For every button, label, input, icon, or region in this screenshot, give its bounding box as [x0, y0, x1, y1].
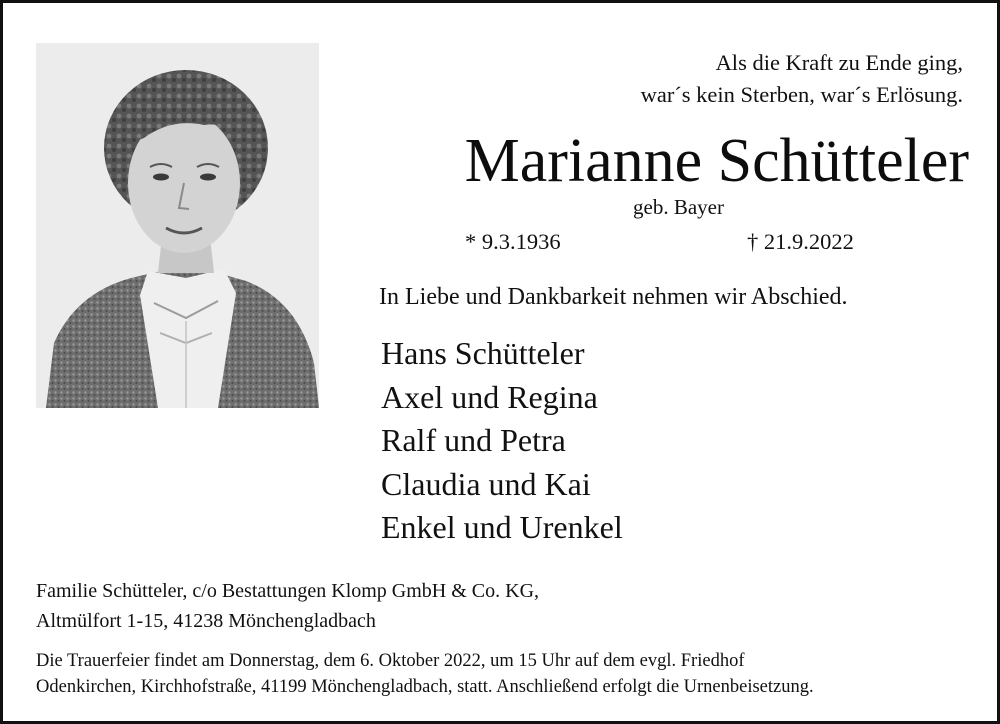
contact-address [36, 576, 539, 636]
birth-date: * 9.3.1936 [465, 229, 561, 254]
maiden-name: geb. Bayer [633, 195, 724, 219]
mourners-list [381, 332, 623, 550]
quote-line-1: Als die Kraft zu Ende ging, [715, 50, 963, 75]
mourner-item: Hans Schütteler [381, 335, 585, 371]
quote-line-2: war´s kein Sterben, war´s Erlösung. [640, 82, 963, 107]
ceremony-info [36, 648, 814, 700]
ceremony-line-2: Odenkirchen, Kirchhofstraße, 41199 Mönchengladbach, statt. Anschließend erfolgt die Urnenbeisetzung. [36, 677, 814, 697]
mourner-item: Enkel und Urenkel [381, 509, 623, 545]
address-line-1: Familie Schütteler, c/o Bestattungen Klomp GmbH & Co. KG, [36, 580, 540, 602]
mourner-item: Ralf und Petra [381, 422, 566, 458]
address-line-2: Altmülfort 1-15, 41238 Mönchengladbach [36, 610, 376, 632]
mourner-item: Claudia und Kai [381, 465, 591, 502]
mourner-item: Axel und Regina [381, 378, 598, 415]
portrait-photo [36, 43, 319, 408]
farewell-text: In Liebe und Dankbarkeit nehmen wir Abschied. [379, 284, 848, 310]
ceremony-line-1: Die Trauerfeier findet am Donnerstag, dem 6. Oktober 2022, um 15 Uhr auf dem evgl. Friedhof [36, 651, 745, 671]
deceased-name: Marianne Schütteler [464, 127, 969, 195]
portrait-image [36, 43, 319, 408]
death-date: † 21.9.2022 [747, 229, 854, 254]
epigraph-quote [543, 47, 963, 111]
